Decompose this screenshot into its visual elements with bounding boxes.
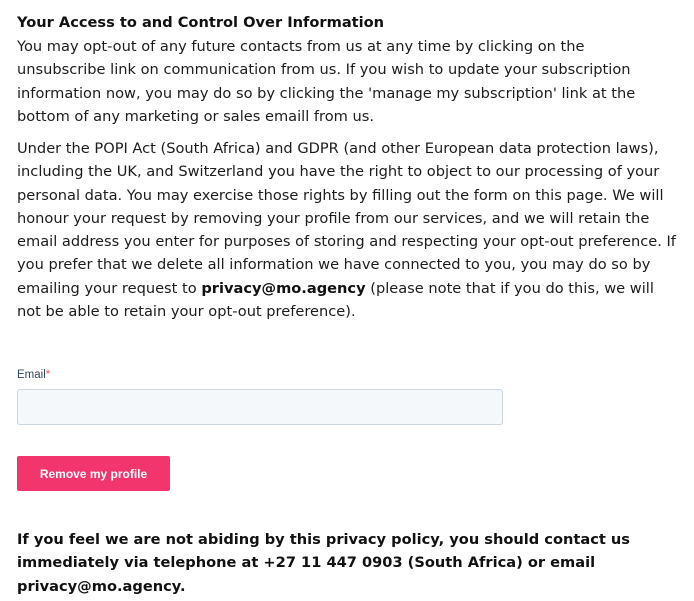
privacy-email-text: privacy@mo.agency: [201, 279, 366, 297]
section-heading: Your Access to and Control Over Information: [17, 14, 385, 31]
email-label: [17, 369, 50, 381]
remove-profile-button[interactable]: Remove my profile: [17, 456, 170, 491]
opt-out-paragraph: You may opt-out of any future contacts from us at any time by clicking on the unsubscribe link on communication from us. If you wish to update your subscription information now, you may do so by clicking the 'manage my subscription' link at the bottom of any marketing or sales emaill from us.: [17, 38, 636, 125]
rights-paragraph-tail: (please note that if you do this, we will not be able to retain your opt-out preference).: [17, 279, 654, 321]
required-marker: *: [45, 369, 51, 381]
email-label-text: Email: [17, 369, 46, 381]
email-input[interactable]: [17, 389, 503, 425]
rights-paragraph-text: Under the POPI Act (South Africa) and GDPR (and other European data protection laws), including the UK, and Switzerland you have the right to object to our processing of your personal data. You may exercise those rights by filling out the form on this page. We will honour your request by removing your profile from our services, and we will retain the email address you enter for purposes of storing and respecting your opt-out preference. If you prefer that we delete all information we have connected to you, you may do so by emailing your request to: [17, 140, 676, 297]
contact-note: If you feel we are not abiding by this privacy policy, you should contact us immediately via telephone at +27 11 447 0903 (South Africa) or email privacy@mo.agency.: [17, 531, 630, 595]
rights-paragraph: [17, 137, 677, 323]
